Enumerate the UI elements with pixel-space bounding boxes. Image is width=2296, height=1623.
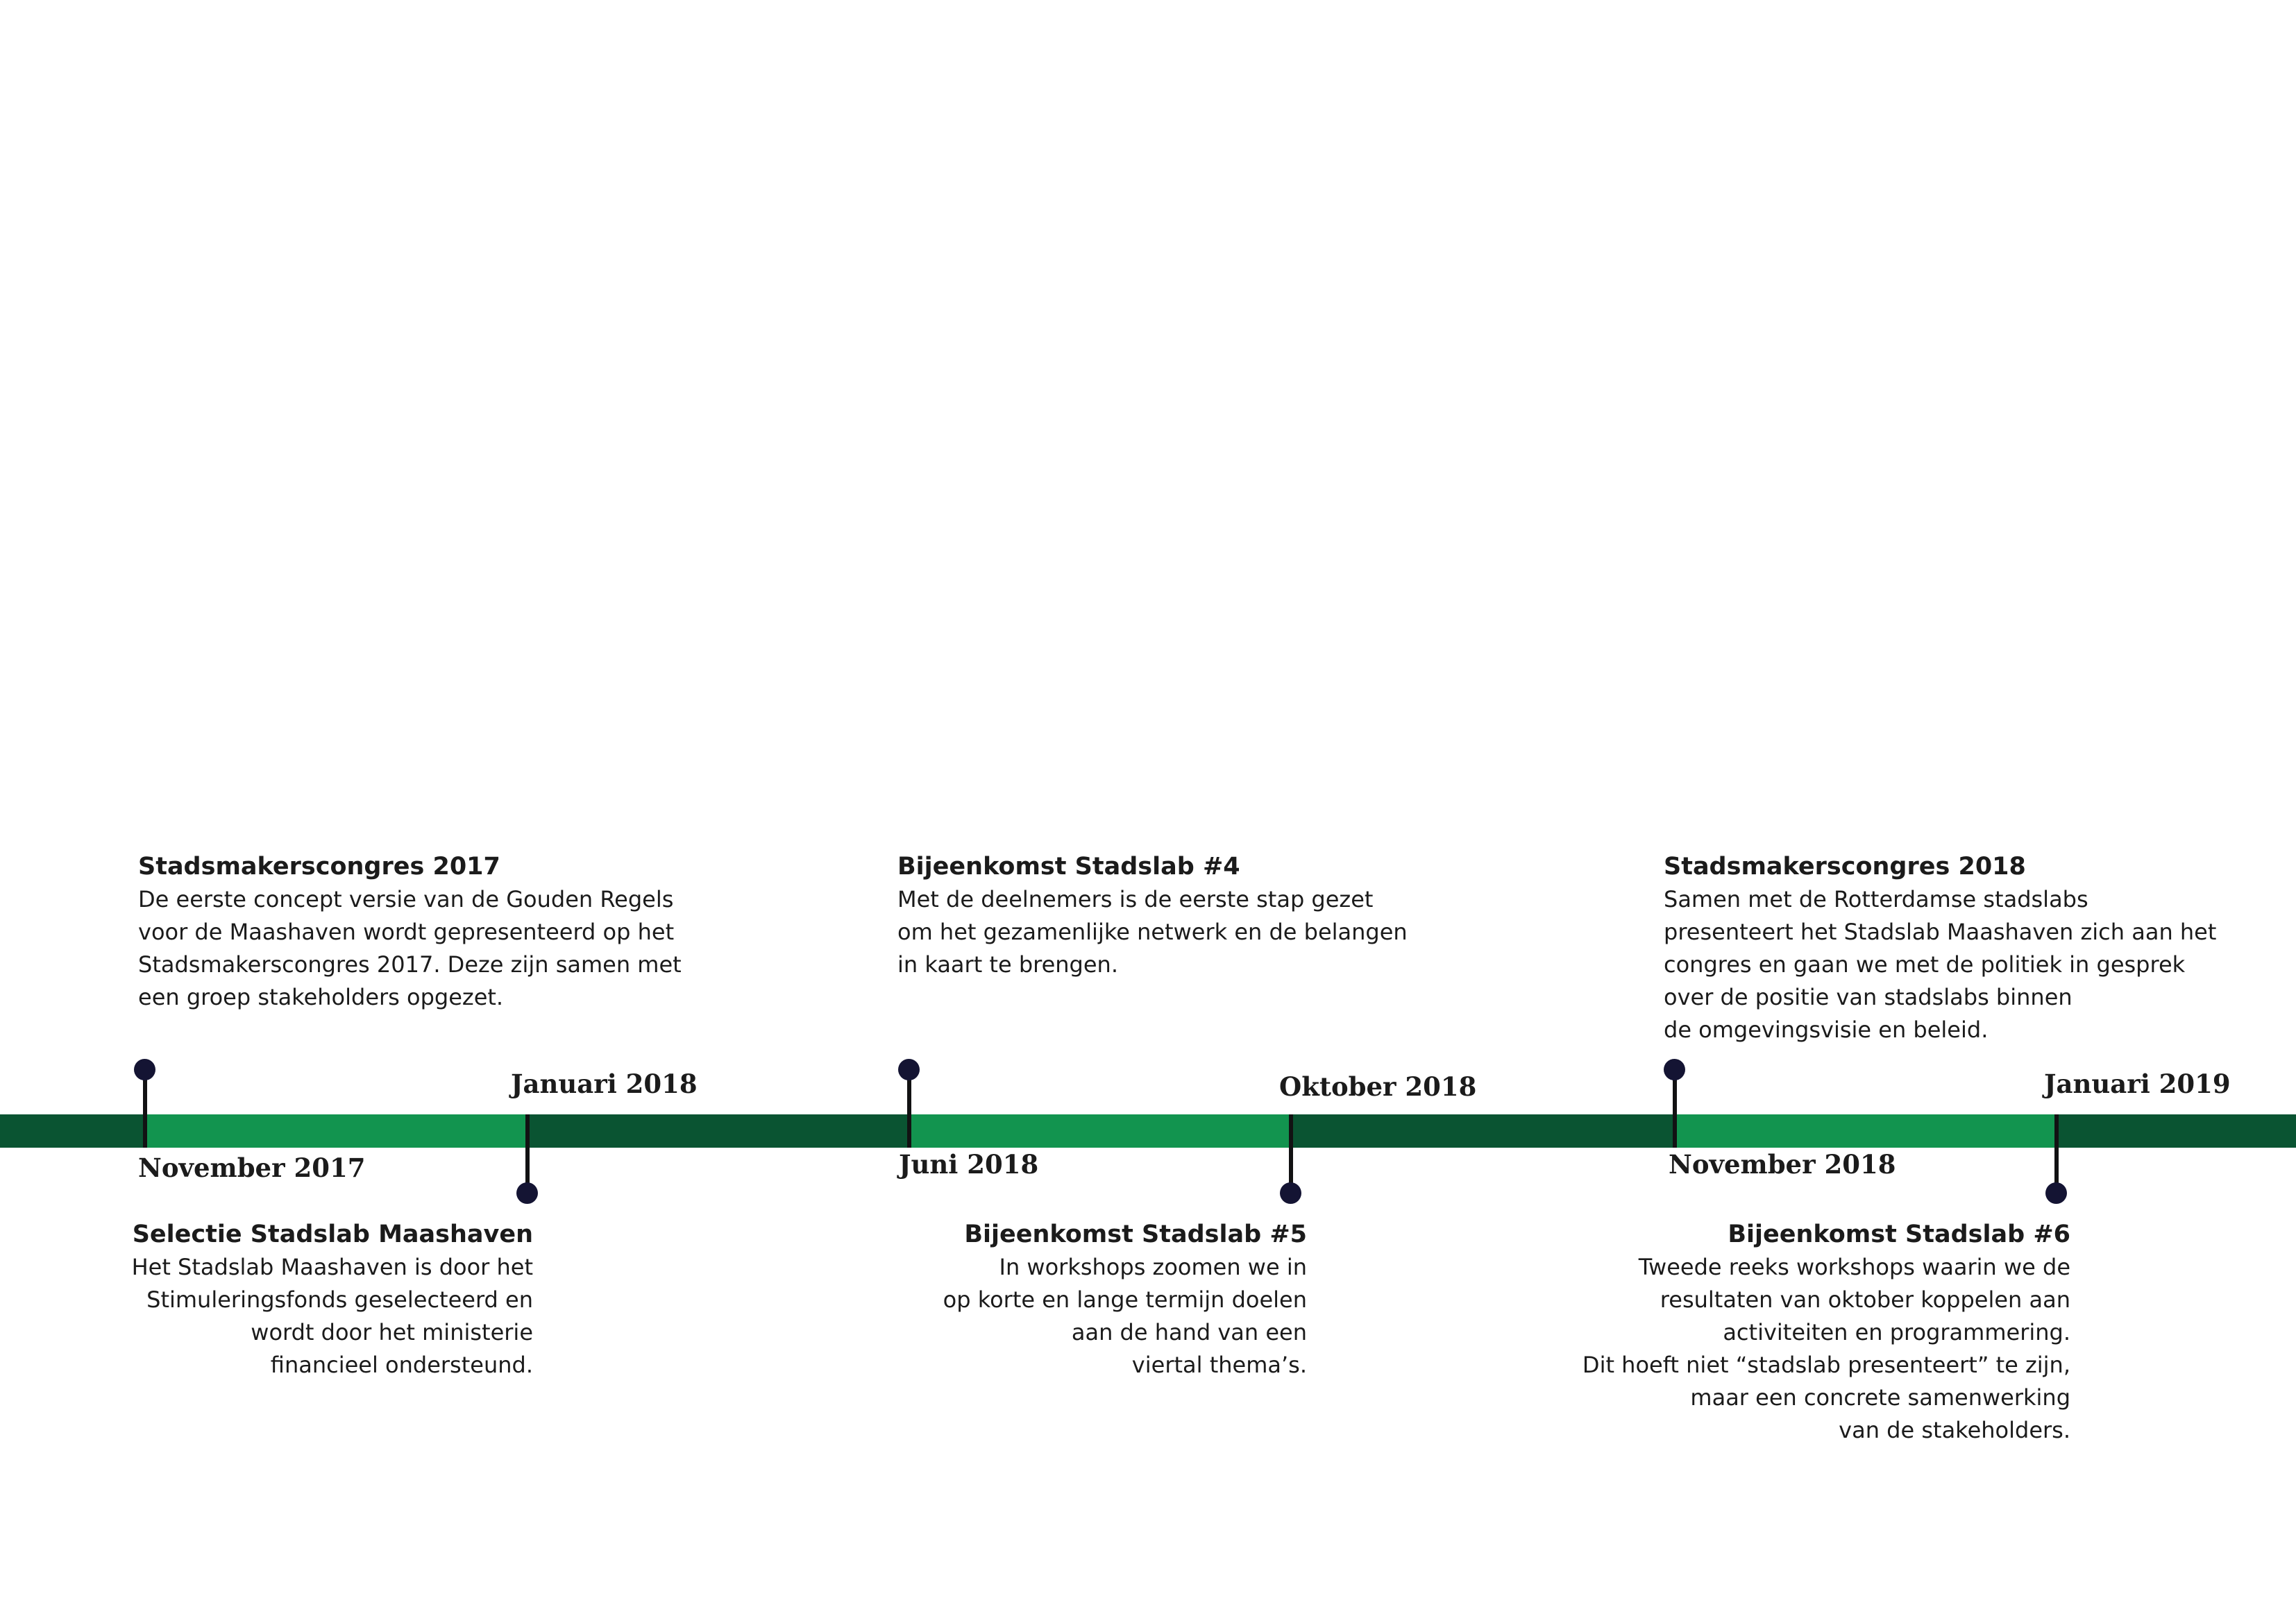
- event-text-line: over de positie van stadslabs binnen: [1664, 984, 2073, 1010]
- event-text-line: Stadsmakerscongres 2017. Deze zijn samen met: [138, 951, 682, 978]
- milestone-stem: [1673, 1069, 1677, 1148]
- milestone-date: November 2017: [138, 1153, 366, 1183]
- event-text-line: presenteert het Stadslab Maashaven zich aan het: [1664, 919, 2217, 945]
- event-title: Bijeenkomst Stadslab #5: [964, 1221, 1307, 1248]
- event-text-line: op korte en lange termijn doelen: [943, 1286, 1307, 1313]
- event-text-line: activiteiten en programmering.: [1723, 1319, 2070, 1345]
- milestone-stem: [525, 1114, 530, 1193]
- event-text-line: wordt door het ministerie: [251, 1319, 533, 1345]
- event-bijeenkomst-4: [897, 851, 1408, 981]
- event-text-line: De eerste concept versie van de Gouden Regels: [138, 886, 674, 912]
- milestone-date: Oktober 2018: [1279, 1071, 1477, 1102]
- event-text-line: om het gezamenlijke netwerk en de belangen: [897, 919, 1408, 945]
- milestone-stem: [2054, 1114, 2059, 1193]
- milestone-stem: [143, 1069, 147, 1148]
- milestone-date: November 2018: [1669, 1149, 1896, 1180]
- event-text-line: financieel ondersteund.: [270, 1352, 533, 1378]
- milestone-stem: [1289, 1114, 1293, 1193]
- event-text-line: aan de hand van een: [1071, 1319, 1307, 1345]
- event-text-line: Stimuleringsfonds geselecteerd en: [146, 1286, 533, 1313]
- milestone-dot: [134, 1059, 155, 1080]
- event-text-line: resultaten van oktober koppelen aan: [1660, 1286, 2070, 1313]
- milestone-date: Juni 2018: [899, 1149, 1039, 1180]
- milestone-dot: [1664, 1059, 1685, 1080]
- milestone-dot: [516, 1182, 538, 1204]
- milestone-stem: [907, 1069, 911, 1148]
- event-stadsmakerscongres-2018: [1664, 851, 2216, 1046]
- milestone-dot: [898, 1059, 920, 1080]
- event-title: Stadsmakerscongres 2017: [138, 853, 500, 881]
- event-text-line: Met de deelnemers is de eerste stap gezet: [897, 886, 1374, 912]
- event-title: Stadsmakerscongres 2018: [1664, 853, 2026, 881]
- timeline-band-highlight: [1675, 1114, 2057, 1148]
- event-text-line: Dit hoeft niet “stadslab presenteert” te zijn,: [1582, 1352, 2070, 1378]
- milestone-dot: [2045, 1182, 2067, 1204]
- timeline-band-highlight: [909, 1114, 1291, 1148]
- event-text-line: Tweede reeks workshops waarin we de: [1638, 1254, 2070, 1280]
- event-text-line: In workshops zoomen we in: [999, 1254, 1307, 1280]
- event-bijeenkomst-6: [1582, 1218, 2070, 1447]
- timeline-band-highlight: [145, 1114, 527, 1148]
- event-text-line: voor de Maashaven wordt gepresenteerd op het: [138, 919, 675, 945]
- event-title: Bijeenkomst Stadslab #4: [897, 853, 1240, 881]
- event-text-line: een groep stakeholders opgezet.: [138, 984, 504, 1010]
- event-text-line: in kaart te brengen.: [897, 951, 1118, 978]
- event-text-line: maar een concrete samenwerking: [1690, 1384, 2070, 1411]
- event-text-line: Samen met de Rotterdamse stadslabs: [1664, 886, 2088, 912]
- event-text-line: viertal thema’s.: [1131, 1352, 1307, 1378]
- milestone-date: Januari 2018: [511, 1069, 698, 1099]
- event-title: Selectie Stadslab Maashaven: [132, 1221, 533, 1248]
- event-title: Bijeenkomst Stadslab #6: [1728, 1221, 2070, 1248]
- event-text-line: Het Stadslab Maashaven is door het: [131, 1254, 533, 1280]
- event-text-line: van de stakeholders.: [1839, 1417, 2070, 1443]
- milestone-date: Januari 2019: [2044, 1069, 2231, 1099]
- event-selectie-stadslab: [132, 1218, 533, 1382]
- event-bijeenkomst-5: [943, 1218, 1307, 1382]
- milestone-dot: [1280, 1182, 1301, 1204]
- event-stadsmakerscongres-2017: [138, 851, 682, 1014]
- event-text-line: congres en gaan we met de politiek in gesprek: [1664, 951, 2186, 978]
- event-text-line: de omgevingsvisie en beleid.: [1664, 1017, 1989, 1043]
